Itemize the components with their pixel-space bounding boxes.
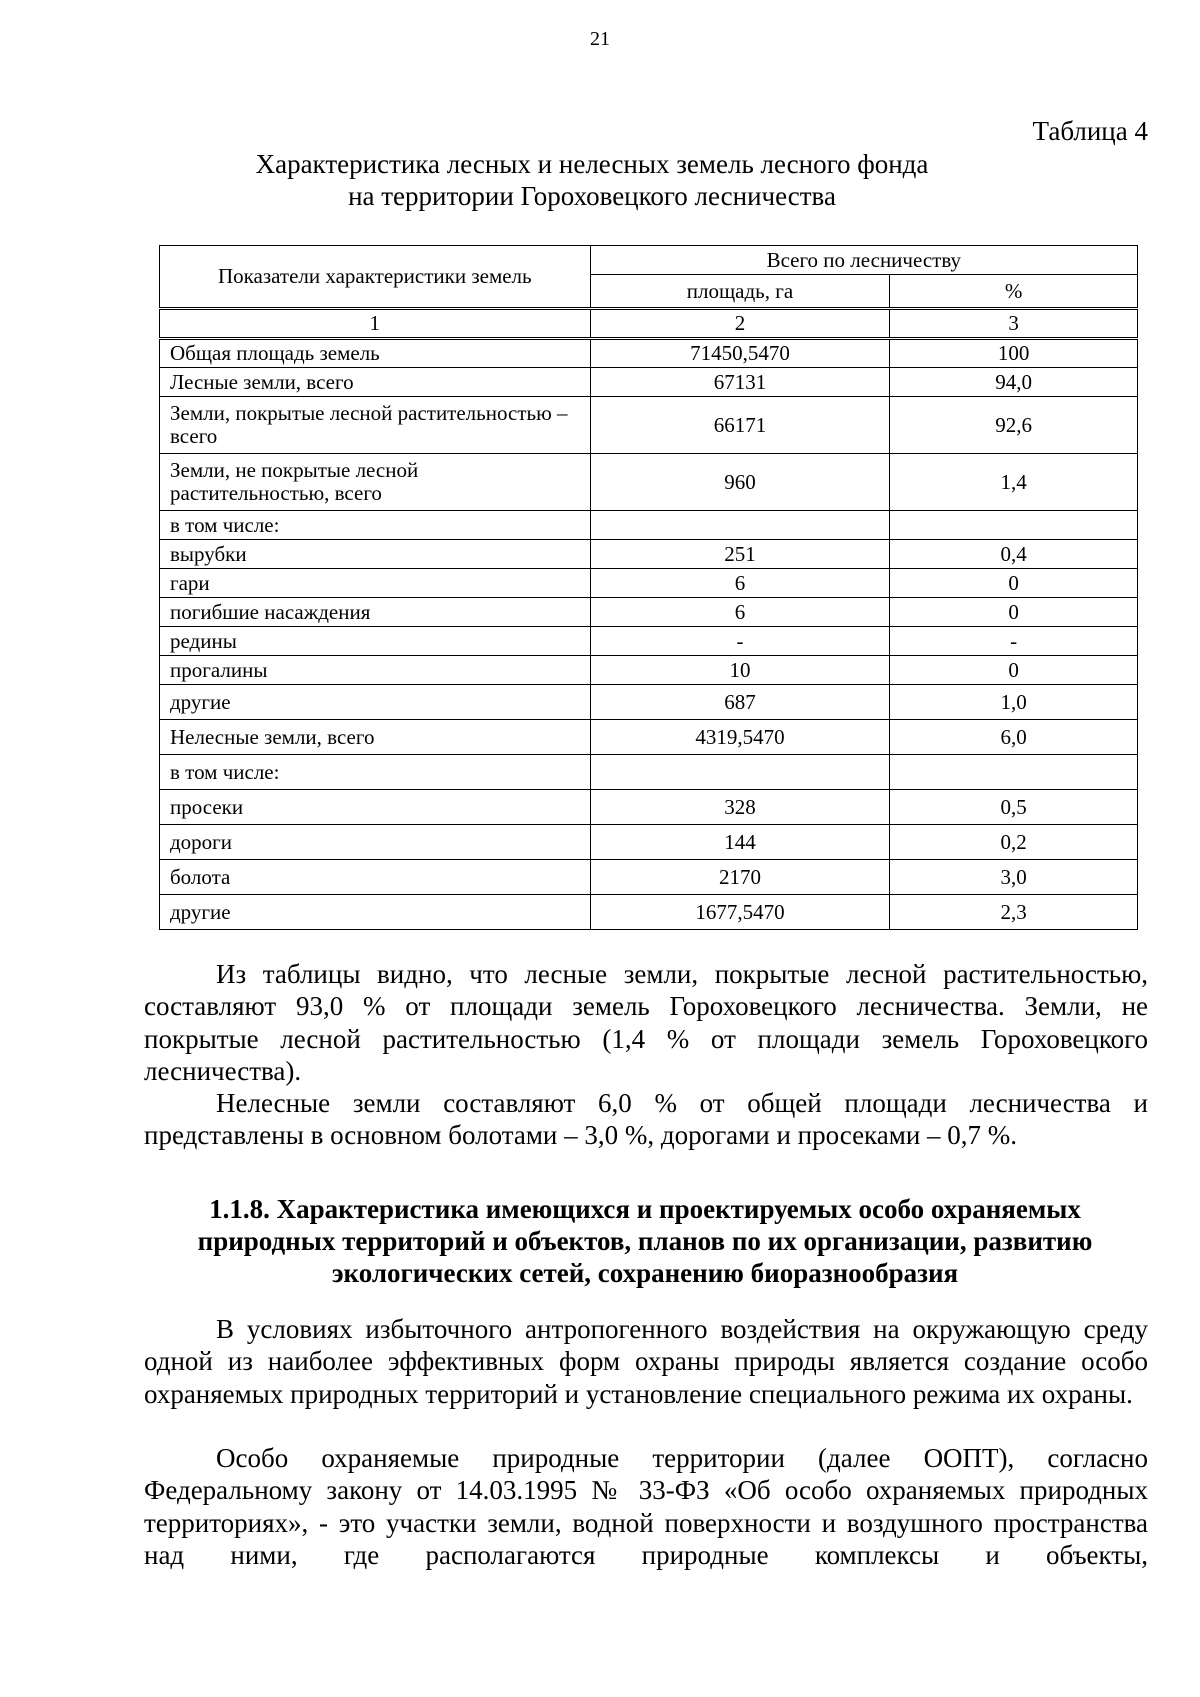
row-percent: 100	[890, 339, 1138, 368]
table-title-line-1: Характеристика лесных и нелесных земель лесного фонда	[255, 149, 929, 179]
row-label: просеки	[160, 790, 591, 825]
row-label: Лесные земли, всего	[160, 368, 591, 397]
table-row	[160, 720, 1138, 755]
row-label: вырубки	[160, 540, 591, 569]
row-area	[590, 755, 890, 790]
row-area: 66171	[590, 397, 890, 454]
index-cell: 1	[160, 309, 591, 339]
row-percent: 2,3	[890, 895, 1138, 930]
paragraph-2: Нелесные земли составляют 6,0 % от общей площади лесничества и представлены в основном болотами – 3,0 %, дорогами и просеками – 0,7 %.	[144, 1088, 1148, 1151]
table-row	[160, 860, 1138, 895]
row-label: Нелесные земли, всего	[160, 720, 591, 755]
land-characteristics-table	[159, 245, 1138, 930]
row-percent: 0	[890, 598, 1138, 627]
row-area: 144	[590, 825, 890, 860]
row-percent: 0,5	[890, 790, 1138, 825]
section-heading: 1.1.8. Характеристика имеющихся и проектируемых особо охраняемых природных территорий и объектов, планов по их организации, развитию экологических сетей, сохранению биоразнообразия	[197, 1194, 1093, 1288]
row-percent: 6,0	[890, 720, 1138, 755]
row-area: 6	[590, 598, 890, 627]
row-label: Земли, не покрытые лесной растительностью, всего	[160, 454, 591, 511]
row-percent	[890, 511, 1138, 540]
row-area: -	[590, 627, 890, 656]
row-area: 328	[590, 790, 890, 825]
row-area: 71450,5470	[590, 339, 890, 368]
page-number: 21	[590, 28, 610, 50]
paragraph-4: Особо охраняемые природные территории (далее ООПТ), согласно Федеральному закону от 14.03.1995 № 33-ФЗ «Об особо охраняемых природных территориях», - это участки земли, водной поверхности и воздушного пространства над ними, где располагаются природные комплексы и объекты,	[144, 1443, 1148, 1570]
row-percent: 94,0	[890, 368, 1138, 397]
row-area: 4319,5470	[590, 720, 890, 755]
index-cell: 3	[890, 309, 1138, 339]
row-label: гари	[160, 569, 591, 598]
table-row	[160, 825, 1138, 860]
row-label: редины	[160, 627, 591, 656]
header-indicator: Показатели характеристики земель	[160, 246, 591, 309]
table-row	[160, 569, 1138, 598]
row-percent: 0	[890, 656, 1138, 685]
table-row	[160, 454, 1138, 511]
table-row	[160, 627, 1138, 656]
paragraph-1: Из таблицы видно, что лесные земли, покрытые лесной растительностью, составляют 93,0 % от площади земель Гороховецкого лесничества. Земли, не покрытые лесной растительностью (1,4 % от площади земель Гороховецкого лесничества).	[144, 959, 1148, 1086]
table-row	[160, 790, 1138, 825]
table-row	[160, 895, 1138, 930]
table-row	[160, 598, 1138, 627]
row-area: 6	[590, 569, 890, 598]
header-percent: %	[890, 275, 1138, 309]
table-row	[160, 540, 1138, 569]
row-percent: 0	[890, 569, 1138, 598]
row-label: болота	[160, 860, 591, 895]
index-cell: 2	[590, 309, 890, 339]
row-label: другие	[160, 895, 591, 930]
row-label: погибшие насаждения	[160, 598, 591, 627]
row-percent	[890, 755, 1138, 790]
row-area: 687	[590, 685, 890, 720]
row-area: 251	[590, 540, 890, 569]
paragraph-3: В условиях избыточного антропогенного воздействия на окружающую среду одной из наиболее эффективных форм охраны природы является создание особо охраняемых природных территорий и установление специального режима их охраны.	[144, 1314, 1148, 1409]
row-area: 10	[590, 656, 890, 685]
row-label: в том числе:	[160, 511, 591, 540]
row-area: 960	[590, 454, 890, 511]
row-percent: 0,2	[890, 825, 1138, 860]
row-percent: 0,4	[890, 540, 1138, 569]
table-row	[160, 656, 1138, 685]
row-percent: 92,6	[890, 397, 1138, 454]
row-label: прогалины	[160, 656, 591, 685]
header-area: площадь, га	[590, 275, 890, 309]
row-percent: 1,0	[890, 685, 1138, 720]
table-title-line-2: на территории Гороховецкого лесничества	[348, 181, 836, 211]
table-row	[160, 511, 1138, 540]
table-title	[140, 148, 1044, 212]
table-number: Таблица 4	[1032, 116, 1148, 146]
row-area	[590, 511, 890, 540]
table-row	[160, 755, 1138, 790]
row-area: 67131	[590, 368, 890, 397]
table-row	[160, 339, 1138, 368]
row-label: в том числе:	[160, 755, 591, 790]
row-area: 1677,5470	[590, 895, 890, 930]
row-percent: -	[890, 627, 1138, 656]
row-area: 2170	[590, 860, 890, 895]
row-percent: 1,4	[890, 454, 1138, 511]
row-label: Земли, покрытые лесной растительностью – всего	[160, 397, 591, 454]
row-percent: 3,0	[890, 860, 1138, 895]
row-label: Общая площадь земель	[160, 339, 591, 368]
table-row	[160, 397, 1138, 454]
table-row	[160, 685, 1138, 720]
row-label: дороги	[160, 825, 591, 860]
header-group: Всего по лесничеству	[590, 246, 1137, 275]
table-row	[160, 368, 1138, 397]
row-label: другие	[160, 685, 591, 720]
